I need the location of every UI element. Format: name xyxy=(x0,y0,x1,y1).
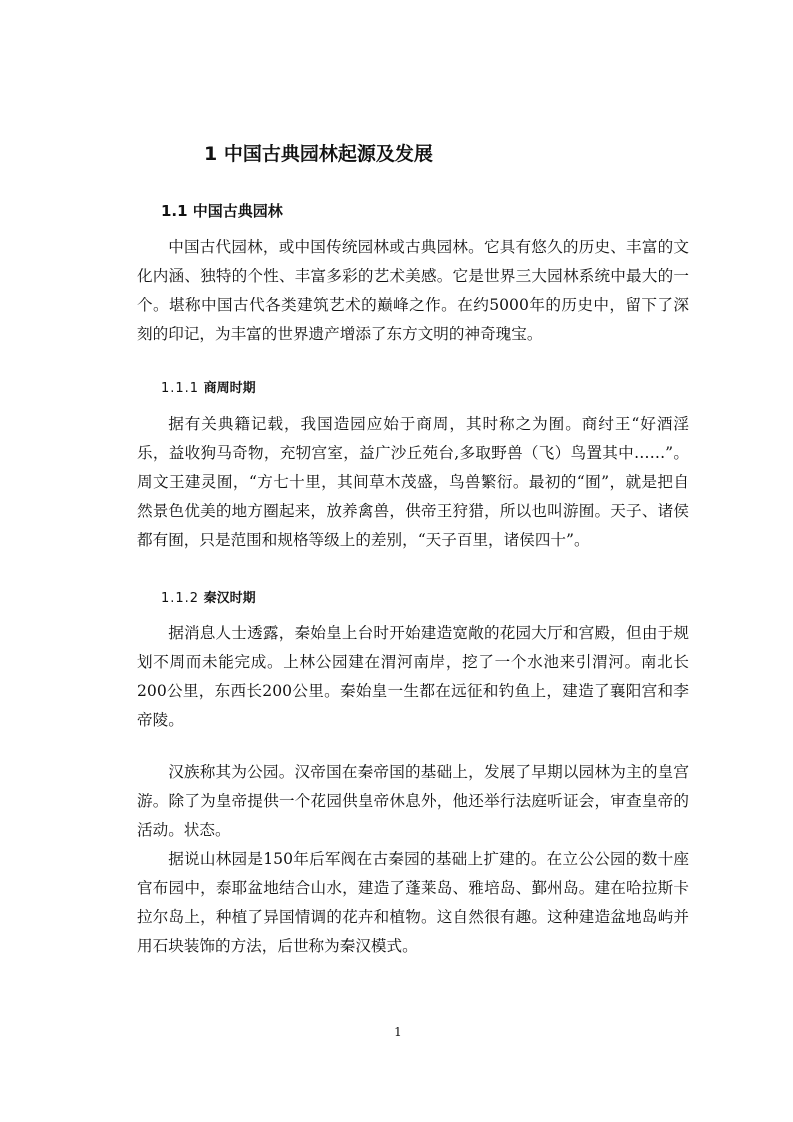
subsection-number: 1.1.2 xyxy=(161,591,200,606)
paragraph-qin-han-1: 据消息人士透露，秦始皇上台时开始建造宽敞的花园大厅和宫殿，但由于规划不周而未能完成。上林公园建在渭河南岸，挖了一个水池来引渭河。南北长200公里，东西长200公里。秦始皇一生都在远征和钓鱼上，建造了襄阳宫和李帝陵。 xyxy=(137,624,689,729)
subsection-number: 1.1.1 xyxy=(161,381,200,396)
section-heading-1-1: 1.1 中国古典园林 xyxy=(161,202,283,220)
subsection-heading-1-1-2 xyxy=(161,589,256,609)
subsection-title: 商周时期 xyxy=(203,381,256,396)
subsection-heading-1-1-1 xyxy=(161,379,256,399)
page-number: 1 xyxy=(394,1025,402,1039)
paragraph-qin-han-2: 汉族称其为公园。汉帝国在秦帝国的基础上，发展了早期以园林为主的皇宫游。除了为皇帝提供一个花园供皇帝休息外，他还举行法庭听证会，审查皇帝的活动。状态。 xyxy=(137,763,689,839)
paragraph-shang-zhou: 据有关典籍记载，我国造园应始于商周，其时称之为囿。商纣王“好酒淫乐，益收狗马奇物，充牣宫室，益广沙丘苑台,多取野兽（飞）鸟置其中……”。周文王建灵囿，“方七十里，其间草木茂盛，鸟兽繁衍。最初的“囿”，就是把自然景色优美的地方圈起来，放养禽兽，供帝王狩猎，所以也叫游囿。天子、诸侯都有囿，只是范围和规格等级上的差别，“天子百里，诸侯四十”。 xyxy=(137,415,689,549)
chapter-title: 1 中国古典园林起源及发展 xyxy=(204,143,433,165)
subsection-title: 秦汉时期 xyxy=(203,591,256,606)
paragraph-qin-han-3: 据说山林园是150年后军阀在古秦园的基础上扩建的。在立公公园的数十座官布园中，泰耶盆地结合山水，建造了蓬莱岛、雅培岛、鄞州岛。建在哈拉斯卡拉尔岛上，种植了异国情调的花卉和植物。这自然很有趣。这种建造盆地岛屿并用石块装饰的方法，后世称为秦汉模式。 xyxy=(137,850,689,955)
paragraph-classical-gardens: 中国古代园林，或中国传统园林或古典园林。它具有悠久的历史、丰富的文化内涵、独特的个性、丰富多彩的艺术美感。它是世界三大园林系统中最大的一个。堪称中国古代各类建筑艺术的巅峰之作。在约5000年的历史中，留下了深刻的印记，为丰富的世界遗产增添了东方文明的神奇瑰宝。 xyxy=(137,238,689,343)
